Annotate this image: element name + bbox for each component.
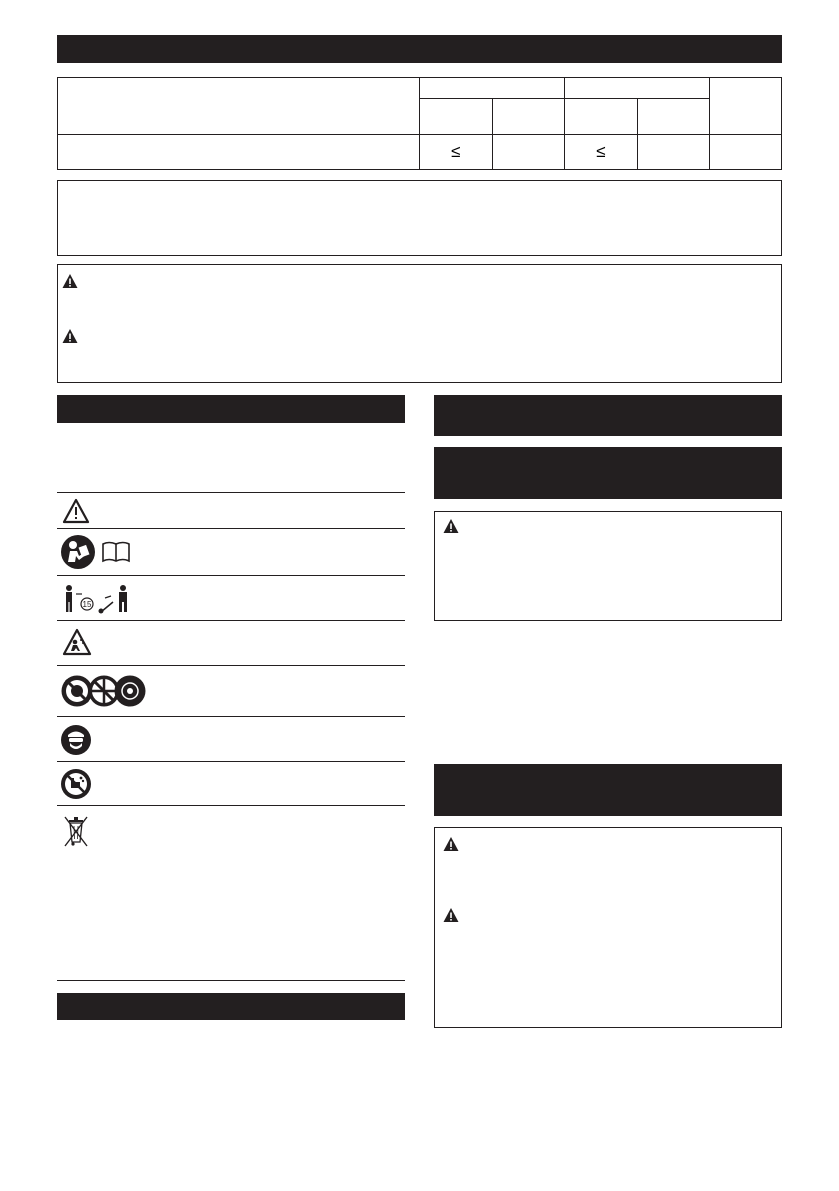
symbol-row xyxy=(57,761,405,805)
symbol-row xyxy=(57,575,405,620)
warning-icon xyxy=(443,907,459,923)
warning-icon xyxy=(62,328,78,344)
spec-table-group-2 xyxy=(565,78,710,99)
note-box xyxy=(57,180,782,256)
symbols-heading-bar xyxy=(57,395,405,423)
spec-table-cell xyxy=(710,135,782,170)
warning-triangle-icon xyxy=(62,498,90,524)
symbol-row xyxy=(57,665,405,716)
spec-table-cell xyxy=(492,135,565,170)
spec-table-subheader xyxy=(637,99,710,135)
spec-table-cell xyxy=(637,135,710,170)
spec-table-cell: ≤ xyxy=(565,135,638,170)
symbols-intro xyxy=(57,432,405,487)
spec-table-subheader xyxy=(419,99,492,135)
flying-objects-icon xyxy=(62,628,92,656)
no-blade-icon xyxy=(60,674,146,708)
symbol-row xyxy=(57,528,405,575)
specification-table xyxy=(57,77,782,170)
right-heading-bar-2 xyxy=(434,447,782,499)
warning-icon xyxy=(443,836,459,852)
page-header-bar xyxy=(57,35,782,63)
symbol-row xyxy=(57,492,405,528)
caution-box-1 xyxy=(434,511,782,621)
warning-icon xyxy=(62,273,78,289)
wear-protection-icon xyxy=(60,724,92,756)
right-heading-bar-3 xyxy=(434,764,782,816)
caution-box-2 xyxy=(434,827,782,1028)
svg-text:15: 15 xyxy=(82,600,92,609)
right-heading-bar-1 xyxy=(434,395,782,436)
weee-bin-icon xyxy=(63,814,89,848)
symbol-row xyxy=(57,620,405,665)
spec-table-last-column xyxy=(710,78,782,135)
spec-table-row-label xyxy=(58,135,420,170)
spec-table-group-1 xyxy=(419,78,564,99)
spec-table-header-blank xyxy=(58,78,420,135)
book-icon xyxy=(101,540,131,564)
bottom-heading-bar xyxy=(57,993,405,1020)
spec-table-cell: ≤ xyxy=(419,135,492,170)
right-body-text xyxy=(434,632,782,752)
symbol-row xyxy=(57,805,405,981)
no-wet-icon xyxy=(60,768,92,800)
spec-table-subheader xyxy=(492,99,565,135)
spec-table-subheader xyxy=(565,99,638,135)
symbol-row xyxy=(57,716,405,761)
warning-icon xyxy=(443,518,459,534)
warning-box xyxy=(57,264,782,383)
read-manual-icon xyxy=(60,534,96,570)
keep-distance-icon xyxy=(61,584,133,614)
